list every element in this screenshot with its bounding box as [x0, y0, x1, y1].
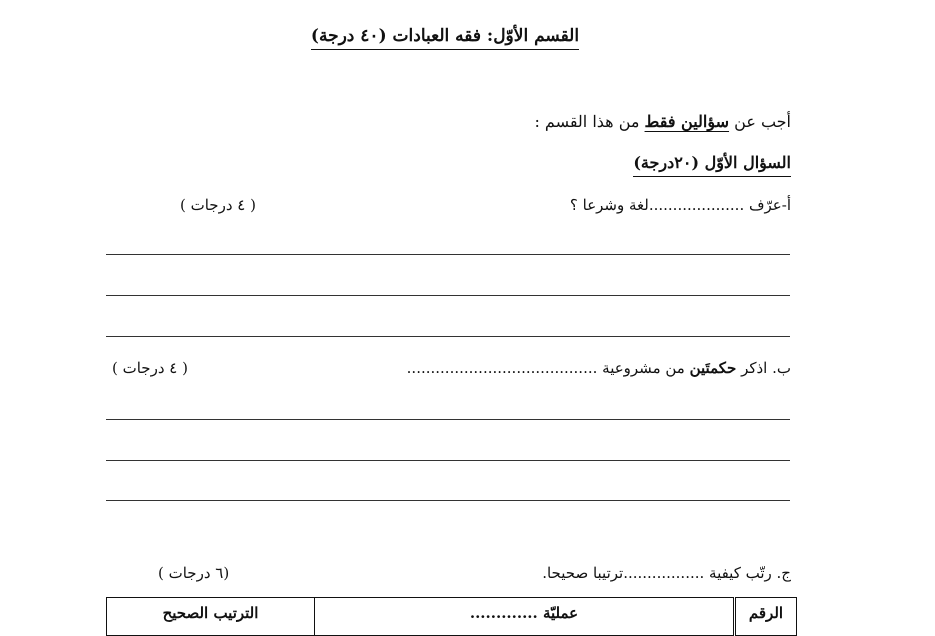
header-number: الرقم [735, 598, 797, 636]
instruction-after: من هذا القسم : [534, 112, 645, 131]
answer-line[interactable] [106, 336, 790, 337]
part-b-before: ب. اذكر [736, 359, 791, 377]
part-c-question: ج. رتّب كيفية .................ترتيبا صحيحا. [542, 564, 791, 582]
instruction [534, 112, 791, 131]
instruction-before: أجب عن [729, 112, 791, 131]
part-b-after: من مشروعية ........................................ [406, 359, 690, 377]
header-order: الترتيب الصحيح [107, 598, 315, 636]
part-b-marks: ( ٤ درجات ) [112, 359, 188, 377]
section-title [0, 26, 890, 46]
question1-heading-text: السؤال الأوّل (٢٠درجة) [633, 153, 791, 177]
ordering-table [106, 597, 797, 636]
part-a-question: أ-عرّف ....................لغة وشرعا ؟ [569, 196, 791, 214]
section-title-text: القسم الأوّل: فقه العبادات (٤٠ درجة) [311, 26, 579, 50]
part-b-emphasis: حكمتَين [689, 359, 737, 377]
part-b-question [407, 359, 791, 377]
part-c-marks: (٦ درجات ) [158, 564, 230, 582]
part-a-marks: ( ٤ درجات ) [180, 196, 256, 214]
answer-line[interactable] [106, 500, 790, 501]
question1-heading [633, 153, 791, 172]
answer-line[interactable] [106, 419, 790, 420]
instruction-emphasis: سؤالين فقط [644, 112, 730, 131]
answer-line[interactable] [106, 460, 790, 461]
answer-line[interactable] [106, 295, 790, 296]
answer-line[interactable] [106, 254, 790, 255]
header-process: عمليّة ............. [315, 598, 735, 636]
